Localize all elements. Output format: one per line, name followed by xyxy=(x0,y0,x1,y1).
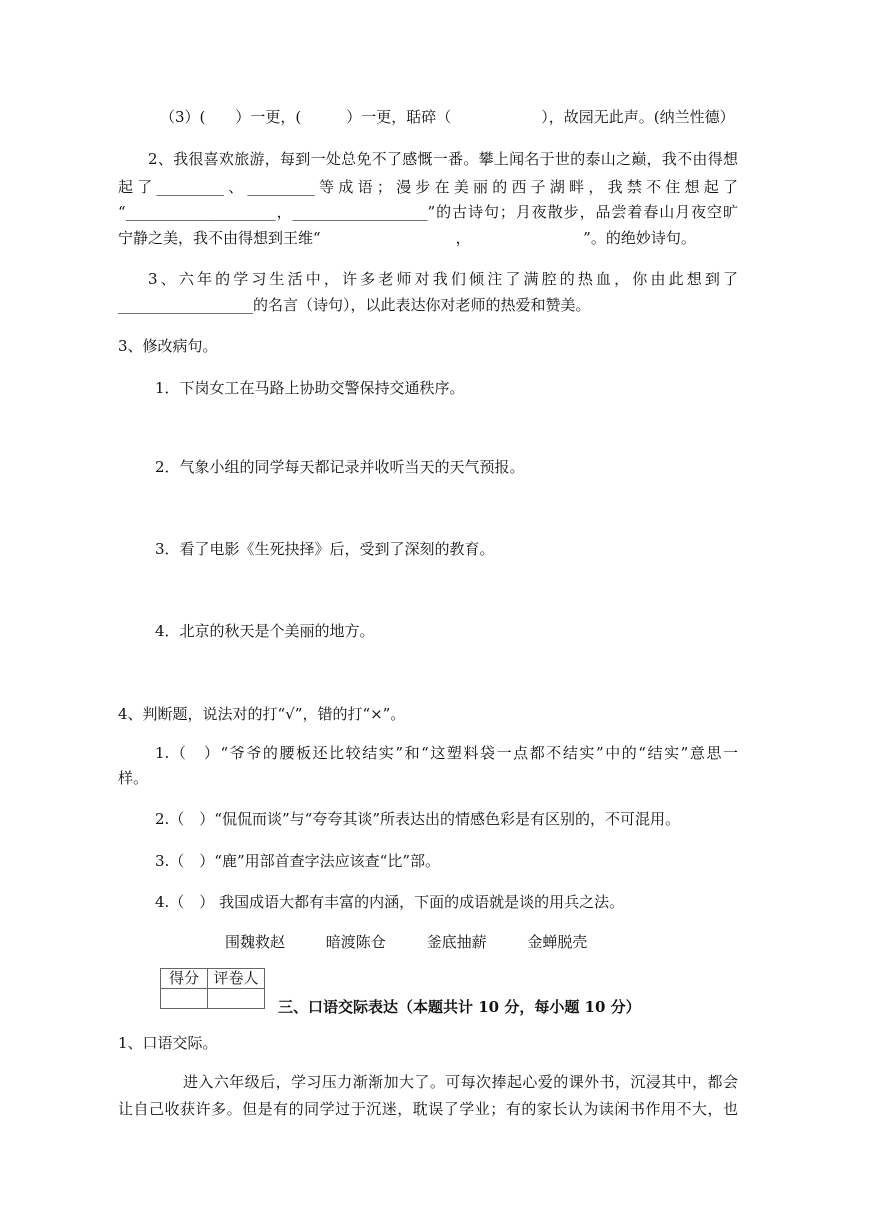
score-cell[interactable] xyxy=(161,989,208,1009)
teacher-question-line-2: __________________的名言（诗句），以此表达你对老师的热爱和赞美。 xyxy=(118,296,591,314)
judge-item-1-line-1: 1.（ ）“爷爷的腰板还比较结实”和“这塑料袋一点都不结实”中的“结实”意思一 xyxy=(155,744,738,762)
travel-question-line-4: 宁静之美，我不由得想到王维“ ， ”。的绝妙诗句。 xyxy=(118,229,696,247)
revise-item-3: 3．看了电影《生死抉择》后，受到了深刻的教育。 xyxy=(155,540,495,558)
grader-cell[interactable] xyxy=(208,989,265,1009)
travel-question-line-3: “____________________，__________________”的古诗句；月夜散步，品尝着春山月夜空旷 xyxy=(118,203,738,221)
passage-line-2: 让自己收获许多。但是有的同学过于沉迷，耽误了学业；有的家长认为读闲书作用不大，也 xyxy=(118,1100,738,1118)
idiom-1: 围魏救赵 xyxy=(225,933,286,951)
score-header: 得分 xyxy=(161,969,208,989)
grader-header: 评卷人 xyxy=(208,969,265,989)
score-table xyxy=(160,968,265,1009)
idiom-3: 釜底抽薪 xyxy=(426,933,487,951)
poem-fill-line: （3）( ）一更，( ）一更，聒碎（ ），故园无此声。(纳兰性德） xyxy=(160,108,735,126)
revise-item-2: 2．气象小组的同学每天都记录并收听当天的天气预报。 xyxy=(155,458,525,476)
revise-item-4: 4．北京的秋天是个美丽的地方。 xyxy=(155,622,375,640)
teacher-question-line-1: 3、六年的学习生活中，许多老师对我们倾注了满腔的热血，你由此想到了 xyxy=(148,270,738,288)
passage-line-1: 进入六年级后，学习压力渐渐加大了。可每次捧起心爱的课外书，沉浸其中，都会 xyxy=(183,1073,738,1091)
judge-item-3: 3.（ ）“鹿”用部首查字法应该查“比”部。 xyxy=(155,852,440,870)
judge-item-1-line-2: 样。 xyxy=(118,769,149,787)
idiom-list xyxy=(225,931,623,953)
section-heading-judge: 4、判断题，说法对的打“√”，错的打“×”。 xyxy=(118,705,406,723)
section-heading-revise: 3、修改病句。 xyxy=(118,337,218,355)
revise-item-1: 1．下岗女工在马路上协助交警保持交通秩序。 xyxy=(155,379,465,397)
section-title: 三、口语交际表达（本题共计 10 分，每小题 10 分） xyxy=(278,998,641,1016)
judge-item-4: 4.（ ） 我国成语大都有丰富的内涵，下面的成语就是谈的用兵之法。 xyxy=(155,893,625,911)
travel-question-line-1: 2、我很喜欢旅游，每到一处总免不了感慨一番。攀上闻名于世的泰山之巅，我不由得想 xyxy=(148,150,738,168)
judge-item-2: 2.（ ）“侃侃而谈”与“夸夸其谈”所表达出的情感色彩是有区别的，不可混用。 xyxy=(155,810,680,828)
idiom-2: 暗渡陈仓 xyxy=(325,933,386,951)
travel-question-line-2: 起了_________、_________等成语；漫步在美丽的西子湖畔，我禁不住想起了 xyxy=(118,178,738,196)
idiom-4: 金蝉脱壳 xyxy=(527,933,588,951)
sub-question-title: 1、口语交际。 xyxy=(118,1034,218,1052)
